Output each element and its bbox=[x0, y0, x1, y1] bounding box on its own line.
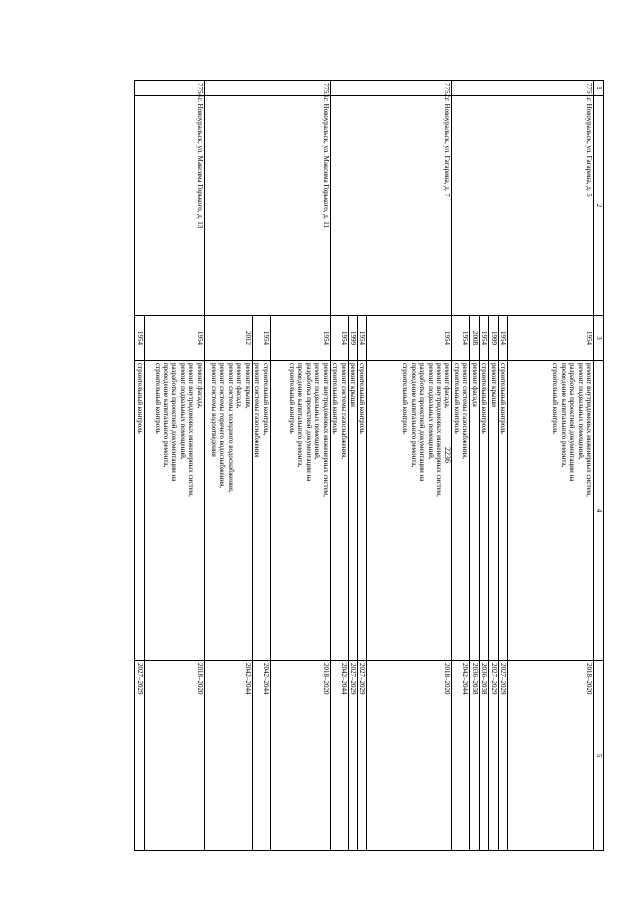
work-cell bbox=[135, 361, 144, 661]
work-line: строительный контроль bbox=[480, 363, 489, 434]
year-cell: 1954 bbox=[330, 316, 348, 361]
work-line: строительный контроль bbox=[499, 363, 507, 434]
work-line: разработка проектной документации на bbox=[418, 363, 427, 482]
period-cell: 2036–2038 bbox=[470, 661, 479, 851]
column-number-header: 5 bbox=[594, 661, 604, 851]
work-line: строительный контроль bbox=[287, 363, 296, 434]
work-line: проведение капитального ремонта, bbox=[296, 363, 305, 468]
rotated-table-container bbox=[84, 80, 604, 850]
work-line: ремонт внутридомовых инженерных систем, bbox=[585, 363, 593, 497]
work-line: ремонт системы холодного водоснабжения, bbox=[226, 363, 235, 493]
work-line: проведение капитального ремонта, bbox=[161, 363, 170, 468]
year-cell: 1954 bbox=[498, 316, 507, 361]
work-line: строительный контроль bbox=[135, 363, 144, 434]
year-cell: 1954 bbox=[252, 316, 270, 361]
year-cell: 1954 bbox=[452, 316, 470, 361]
work-line: строительный контроль bbox=[452, 363, 461, 434]
address-cell: г. Новоуральск, ул. Гагарина, д. 5 bbox=[452, 96, 594, 316]
year-cell: 1954 bbox=[135, 316, 144, 361]
period-cell: 2027–2029 bbox=[135, 661, 144, 851]
year-cell: 1999 bbox=[489, 316, 498, 361]
period-cell: 2042–2044 bbox=[204, 661, 252, 851]
table-row bbox=[508, 81, 594, 851]
work-cell bbox=[452, 361, 470, 661]
work-line: проведение капитального ремонта, bbox=[559, 363, 568, 468]
work-cell bbox=[367, 361, 452, 661]
period-cell: 2027–2029 bbox=[357, 661, 366, 851]
page-number: 2236 bbox=[443, 447, 452, 463]
work-cell bbox=[357, 361, 366, 661]
work-line: ремонт внутридомовых инженерных систем, bbox=[434, 363, 443, 497]
work-line: строительный контроль bbox=[358, 363, 367, 434]
year-cell: 1954 bbox=[357, 316, 366, 361]
year-cell: 1954 bbox=[367, 316, 452, 361]
work-line: проведение капитального ремонта, bbox=[409, 363, 418, 468]
work-line: ремонт фасада, bbox=[443, 363, 452, 409]
period-cell: 2036–2038 bbox=[479, 661, 488, 851]
period-cell: 2027–2029 bbox=[348, 661, 357, 851]
work-line: ремонт крыши, bbox=[243, 363, 252, 409]
work-cell bbox=[489, 361, 498, 661]
year-cell: 1954 bbox=[144, 316, 204, 361]
column-number-header: 2 bbox=[594, 96, 604, 316]
period-cell: 2018–2020 bbox=[144, 661, 204, 851]
work-line: строительный контроль bbox=[153, 363, 162, 434]
period-cell: 2027–2029 bbox=[498, 661, 507, 851]
year-cell: 2012 bbox=[204, 316, 252, 361]
work-cell bbox=[508, 361, 594, 661]
work-line: строительный контроль bbox=[331, 363, 340, 434]
table-row bbox=[144, 81, 204, 851]
work-cell bbox=[144, 361, 204, 661]
work-line: ремонт системы газоснабжения, bbox=[339, 363, 348, 460]
work-cell bbox=[270, 361, 330, 661]
work-line: ремонт системы водоотведения bbox=[209, 363, 218, 457]
capital-repair-table bbox=[134, 80, 604, 851]
work-line: ремонт внутридомовых инженерных систем, bbox=[321, 363, 330, 497]
work-line: ремонт подвальных помещений, bbox=[178, 363, 187, 460]
work-line: ремонт подвальных помещений, bbox=[576, 363, 585, 460]
work-line: строительный контроль bbox=[551, 363, 560, 434]
row-number-cell: 7751. bbox=[452, 81, 594, 96]
work-line: ремонт фасада bbox=[470, 363, 479, 407]
column-number-header: 1 bbox=[594, 81, 604, 96]
work-line: разработка проектной документации на bbox=[304, 363, 313, 482]
work-line: строительный контроль bbox=[401, 363, 410, 434]
work-line: ремонт фасада, bbox=[195, 363, 204, 409]
column-number-row bbox=[594, 81, 604, 851]
address-cell: г. Новоуральск, ул. Гагарина, д. 7 bbox=[330, 96, 452, 316]
work-line: разработка проектной документации на bbox=[170, 363, 179, 482]
column-number-header: 3 bbox=[594, 316, 604, 361]
work-line: ремонт системы газоснабжения, bbox=[461, 363, 470, 460]
work-line: ремонт системы горячего водоснабжения, bbox=[218, 363, 227, 489]
year-cell: 2008 bbox=[470, 316, 479, 361]
year-cell: 1954 bbox=[270, 316, 330, 361]
year-cell: 1954 bbox=[479, 316, 488, 361]
period-cell: 2027–2029 bbox=[489, 661, 498, 851]
work-line: ремонт подвальных помещений, bbox=[313, 363, 322, 460]
year-cell: 1954 bbox=[508, 316, 594, 361]
period-cell: 2042–2044 bbox=[252, 661, 270, 851]
table-row bbox=[270, 81, 330, 851]
work-line: ремонт крыши bbox=[489, 363, 498, 407]
work-line: ремонт крыши bbox=[348, 363, 357, 407]
work-line: ремонт внутридомовых инженерных систем, bbox=[187, 363, 196, 497]
period-cell: 2042–2044 bbox=[452, 661, 470, 851]
work-line: ремонт системы газоснабжения bbox=[253, 363, 262, 458]
work-line: ремонт подвальных помещений, bbox=[426, 363, 435, 460]
work-cell bbox=[204, 361, 252, 661]
row-number-cell: 7754. bbox=[135, 81, 204, 96]
address-cell: г. Новоуральск, ул. Максима Горького, д. 13 bbox=[135, 96, 204, 316]
row-number-cell: 7753. bbox=[204, 81, 330, 96]
work-line: ремонт фасада, bbox=[235, 363, 244, 409]
period-cell: 2018–2020 bbox=[367, 661, 452, 851]
year-cell: 1999 bbox=[348, 316, 357, 361]
work-cell bbox=[470, 361, 479, 661]
table-body bbox=[135, 81, 594, 851]
work-cell bbox=[479, 361, 488, 661]
address-cell: г. Новоуральск, ул. Максима Горького, д. 11 bbox=[204, 96, 330, 316]
period-cell: 2042–2044 bbox=[330, 661, 348, 851]
work-cell bbox=[252, 361, 270, 661]
row-number-cell: 7752. bbox=[330, 81, 452, 96]
work-cell bbox=[330, 361, 348, 661]
column-number-header: 4 bbox=[594, 361, 604, 661]
table-row bbox=[367, 81, 452, 851]
period-cell: 2018–2020 bbox=[270, 661, 330, 851]
work-line: разработка проектной документации на bbox=[568, 363, 577, 482]
work-cell bbox=[348, 361, 357, 661]
work-cell bbox=[498, 361, 507, 661]
period-cell: 2018–2020 bbox=[508, 661, 594, 851]
work-line: строительный контроль, bbox=[261, 363, 270, 436]
